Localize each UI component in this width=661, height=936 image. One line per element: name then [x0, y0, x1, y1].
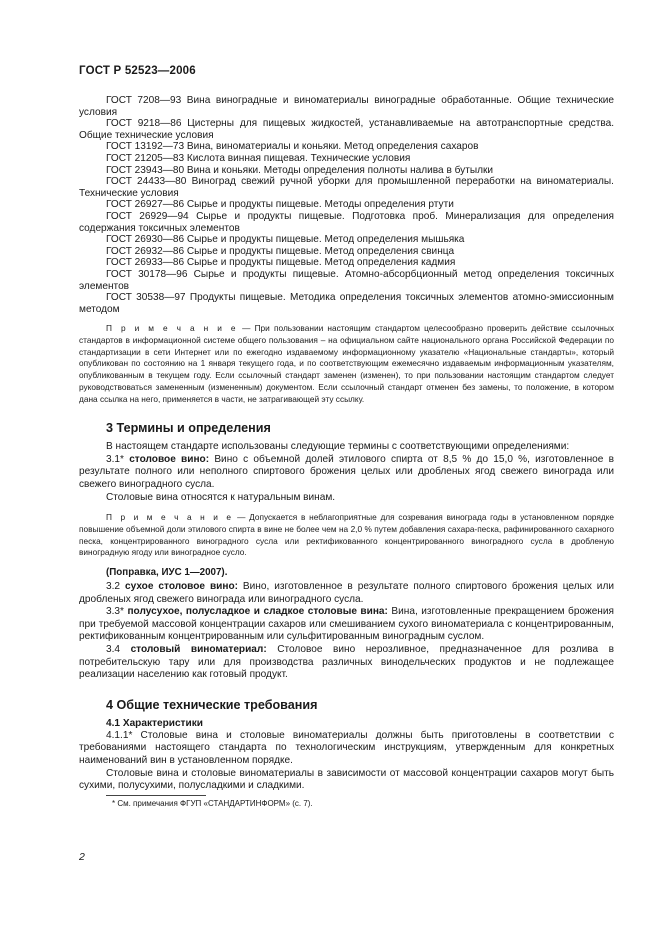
normative-references-list	[79, 95, 614, 315]
reference-item: ГОСТ 7208—93 Вина виноградные и виноматериалы виноградные обработанные. Общие технические условия	[79, 95, 614, 118]
subsection-4-1-heading: 4.1 Характеристики	[106, 717, 203, 729]
definition-3-1	[79, 454, 614, 492]
footnote-divider	[106, 795, 206, 796]
section-3-heading: 3 Термины и определения	[106, 421, 271, 436]
section-3-intro: В настоящем стандарте использованы следующие термины с соответствующими определениями:	[106, 441, 570, 453]
clause-number: 3.2	[106, 580, 125, 592]
note-text: — При пользовании настоящим стандартом целесообразно проверить действие ссылочных стандартов в информационной системе общего пользования – на официальном сайте национального органа Российской Федерации по стандартизации в сети Интернет или по ежегодно издаваемому информационному указателю «Национальные стандарты», который опубликован по состоянию на 1 января текущего года, и по соответствующим ежемесячно издаваемым информационным указателям, опубликованным в текущем году. Если ссылочный стандарт заменен (изменен), то при пользовании настоящим стандартом следует руководствоваться замененным (измененным) документом. Если ссылочный стандарт отменен без замены, то положение, в котором дана ссылка на него, применяется в части, не затрагивающей эту ссылку.	[79, 323, 614, 404]
definition-text: Вина, изготовленные прекращением брожения при требуемой массовой концентрации сахаров или смешиванием сухого виноматериала с концентрированным, ректификованным концентрированным или сульфитированным виноградным суслом.	[79, 606, 614, 643]
reference-item: ГОСТ 26932—86 Сырье и продукты пищевые. Метод определения свинца	[106, 245, 455, 257]
definition-text: Вино, изготовленное в результате полного спиртового брожения целых или дробленых ягод свежего винограда или виноградного сусла.	[79, 580, 614, 605]
definition-3-1-extra: Столовые вина относятся к натуральным винам.	[106, 491, 336, 503]
reference-item: ГОСТ 30538—97 Продукты пищевые. Методика определения токсичных элементов атомно-эмиссионным методом	[79, 292, 614, 315]
reference-item: ГОСТ 21205—83 Кислота винная пищевая. Технические условия	[106, 152, 411, 164]
reference-item: ГОСТ 26930—86 Сырье и продукты пищевые. Метод определения мышьяка	[106, 234, 465, 246]
reference-item: ГОСТ 26933—86 Сырье и продукты пищевые. Метод определения кадмия	[106, 257, 456, 269]
clause-number: 3.4	[106, 643, 131, 655]
correction-note: (Поправка, ИУС 1—2007).	[106, 566, 228, 578]
term: сухое столовое вино:	[124, 580, 238, 592]
clause-number: 3.3*	[106, 606, 128, 618]
reference-item: ГОСТ 23943—80 Вина и коньяки. Методы определения полноты налива в бутылки	[106, 164, 494, 176]
page-number: 2	[79, 851, 85, 863]
note-label: П р и м е ч а н и е	[106, 512, 234, 523]
note-label: П р и м е ч а н и е	[106, 323, 238, 334]
section-4-heading: 4 Общие технические требования	[106, 697, 318, 712]
page-header-title: ГОСТ Р 52523—2006	[79, 65, 196, 77]
clause-number: 3.1*	[106, 453, 130, 465]
term: столовый виноматериал:	[130, 643, 267, 655]
page-body	[79, 95, 614, 809]
reference-item: ГОСТ 24433—80 Виноград свежий ручной уборки для промышленной переработки на виноматериалы. Технические условия	[79, 176, 614, 199]
reference-item: ГОСТ 30178—96 Сырье и продукты пищевые. Атомно-абсорбционный метод определения токсичных элементов	[79, 268, 614, 292]
note-text: — Допускается в неблагоприятные для созревания винограда годы в установленном порядке повышение объемной доли этилового спирта в вине не более чем на 2,0 % путем добавления сахара-песка, рафинированного сахарного песка, концентрированного виноградного сусла или ректификованного концентрированного виноградного сусла в дробленую виноградную ягоду или виноградное сусло.	[79, 512, 614, 558]
reference-item: ГОСТ 13192—73 Вина, виноматериалы и коньяки. Метод определения сахаров	[106, 141, 479, 153]
term: столовое вино:	[129, 453, 210, 465]
reference-item: ГОСТ 9218—86 Цистерны для пищевых жидкостей, устанавливаемые на автотранспортные средства. Общие технические условия	[79, 118, 614, 141]
reference-item: ГОСТ 26929—94 Сырье и продукты пищевые. Подготовка проб. Минерализация для определения содержания токсичных элементов	[79, 210, 614, 234]
definition-3-4	[79, 644, 614, 682]
footnote: * См. примечания ФГУП «СТАНДАРТИНФОРМ» (с. 7).	[112, 798, 313, 808]
reference-item: ГОСТ 26927—86 Сырье и продукты пищевые. Методы определения ртути	[106, 199, 454, 211]
clause-4-1-1-continued: Столовые вина и столовые виноматериалы в зависимости от массовой концентрации сахаров могут быть сухими, полусухими, полусладкими и сладкими.	[79, 767, 614, 792]
definition-text: Столовое вино нерозливное, предназначенное для розлива в потребительскую тару или для производства различных винодельческих продуктов и не подлежащее реализации населению как готовый продукт.	[79, 643, 615, 681]
note-paragraph	[79, 323, 614, 405]
clause-4-1-1: 4.1.1* Столовые вина и столовые виноматериалы должны быть приготовлены в соответствии с требованиями настоящего стандарта по технологическим инструкциям, утвержденным для конкретных наименований вин в установленном порядке.	[79, 729, 614, 766]
note-paragraph	[79, 512, 614, 559]
term: полусухое, полусладкое и сладкое столовые вина:	[127, 606, 388, 618]
definition-3-2	[79, 581, 614, 606]
definition-text: Вино с объемной долей этилового спирта от 8,5 % до 15,0 %, изготовленное в результате полного или неполного спиртового брожения целых или дробленых ягод свежего винограда или свежего виноградного сусла.	[79, 453, 614, 490]
definition-3-3	[79, 606, 614, 644]
